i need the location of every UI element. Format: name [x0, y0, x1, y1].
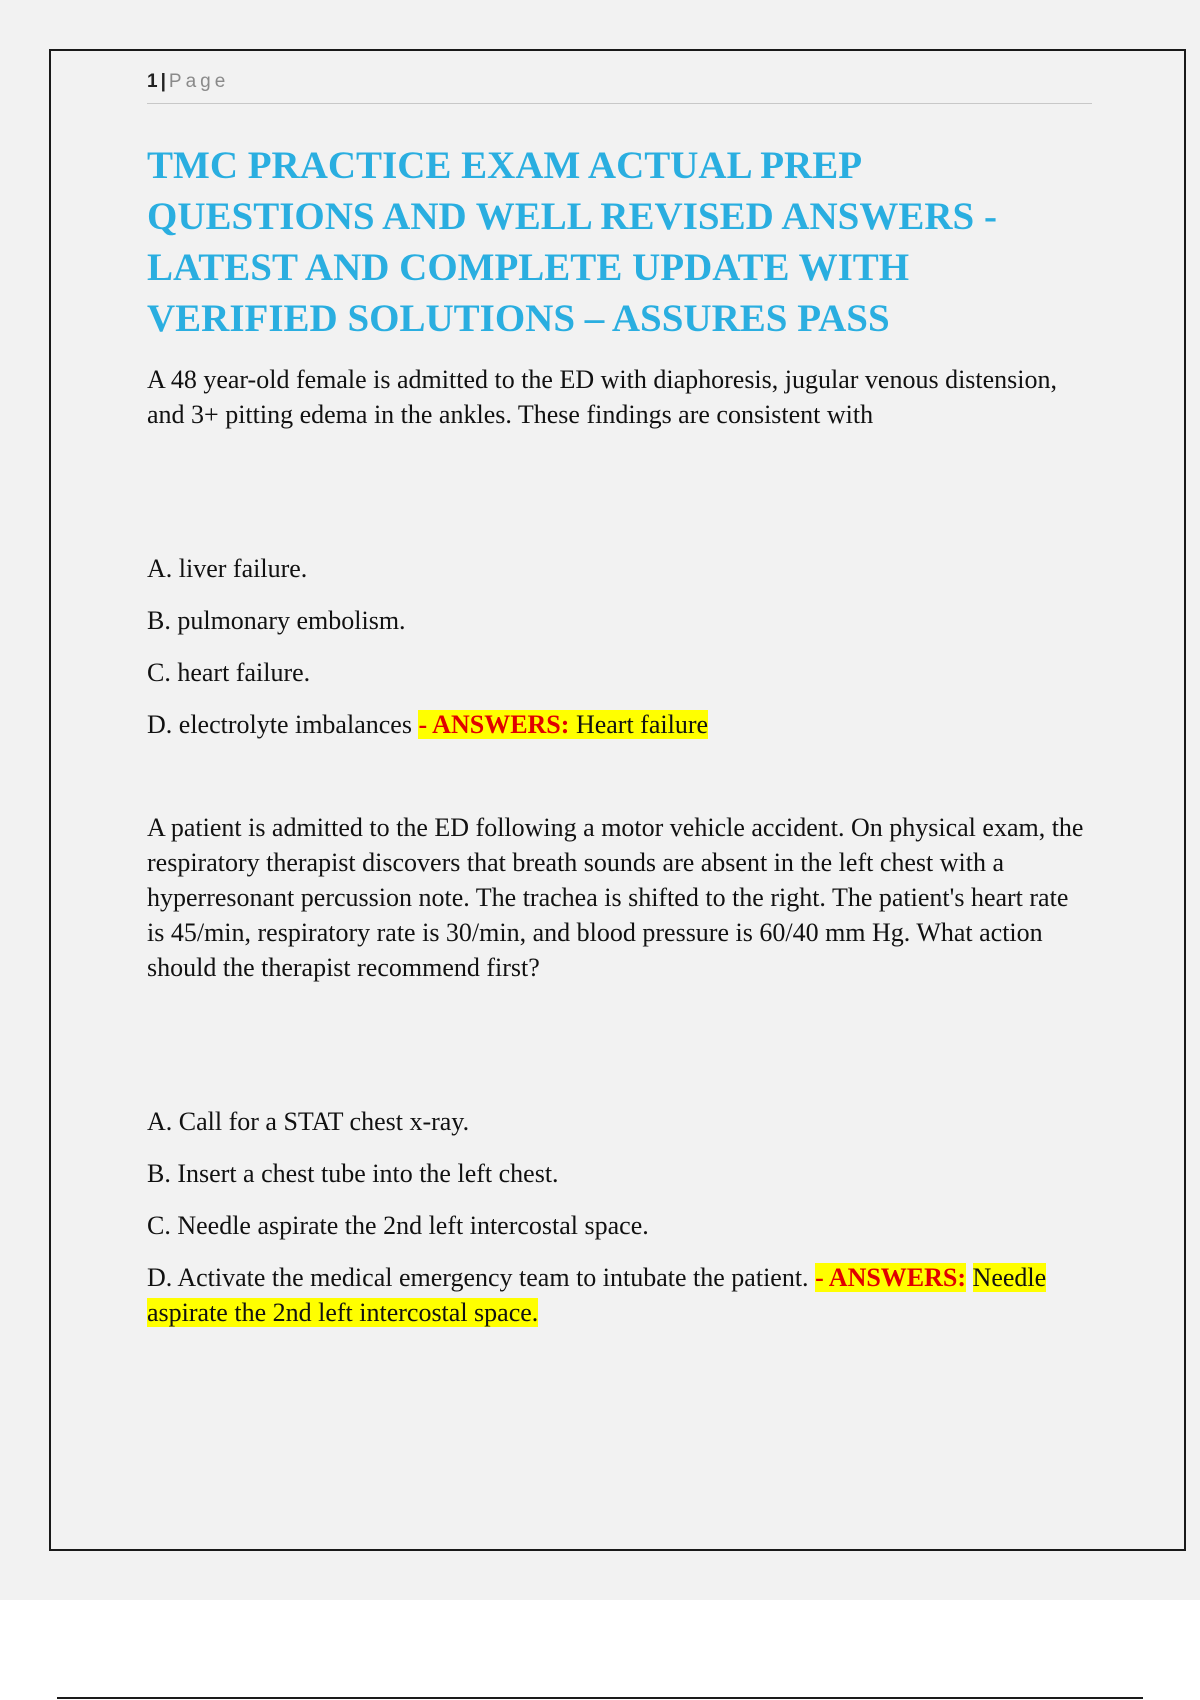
- question-1-option-a: A. liver failure.: [147, 554, 308, 583]
- page-header: [147, 71, 1092, 104]
- page-number: 1: [147, 71, 158, 92]
- question-2-option-b: B. Insert a chest tube into the left chest.: [147, 1159, 559, 1188]
- question-1-option-c: C. heart failure.: [147, 658, 311, 687]
- question-1-options: [147, 551, 1092, 742]
- question-2-answer-text: Needle aspirate the 2nd left intercostal space.: [147, 1263, 1047, 1327]
- page-content: [147, 71, 1092, 1330]
- question-1-stem: A 48 year-old female is admitted to the ED with diaphoresis, jugular venous distension, and 3+ pitting edema in the ankles. These findings are consistent with: [147, 365, 1058, 429]
- page-frame: [49, 49, 1186, 1551]
- question-2-option-c: C. Needle aspirate the 2nd left intercostal space.: [147, 1211, 649, 1240]
- question-1-option-d: [147, 707, 1092, 742]
- question-2-options: [147, 1104, 1092, 1330]
- page-word: Page: [168, 71, 230, 92]
- question-1-option-b: B. pulmonary embolism.: [147, 606, 406, 635]
- page-separator: |: [160, 71, 166, 92]
- footer-rule: [57, 1697, 1143, 1699]
- question-2-answer-label: - ANSWERS:: [815, 1263, 967, 1292]
- question-2-option-d-text: D. Activate the medical emergency team to intubate the patient.: [147, 1263, 809, 1292]
- document-title: TMC PRACTICE EXAM ACTUAL PREP QUESTIONS AND WELL REVISED ANSWERS - LATEST AND COMPLETE UPDATE WITH VERIFIED SOLUTIONS – ASSURES PASS: [147, 144, 997, 340]
- question-1-option-d-text: D. electrolyte imbalances: [147, 710, 412, 739]
- question-2-option-a: A. Call for a STAT chest x-ray.: [147, 1107, 470, 1136]
- question-1-answer-space: [569, 710, 576, 739]
- question-2-stem: A patient is admitted to the ED following a motor vehicle accident. On physical exam, the respiratory therapist discovers that breath sounds are absent in the left chest with a hyperresonant percussion note. The trachea is shifted to the right. The patient's heart rate is 45/min, respiratory rate is 30/min, and blood pressure is 60/40 mm Hg. What action should the therapist recommend first?: [147, 813, 1084, 982]
- question-1-answer-label: - ANSWERS:: [418, 710, 570, 739]
- question-2-option-d: [147, 1260, 1092, 1330]
- question-1-answer-text: Heart failure: [575, 710, 709, 739]
